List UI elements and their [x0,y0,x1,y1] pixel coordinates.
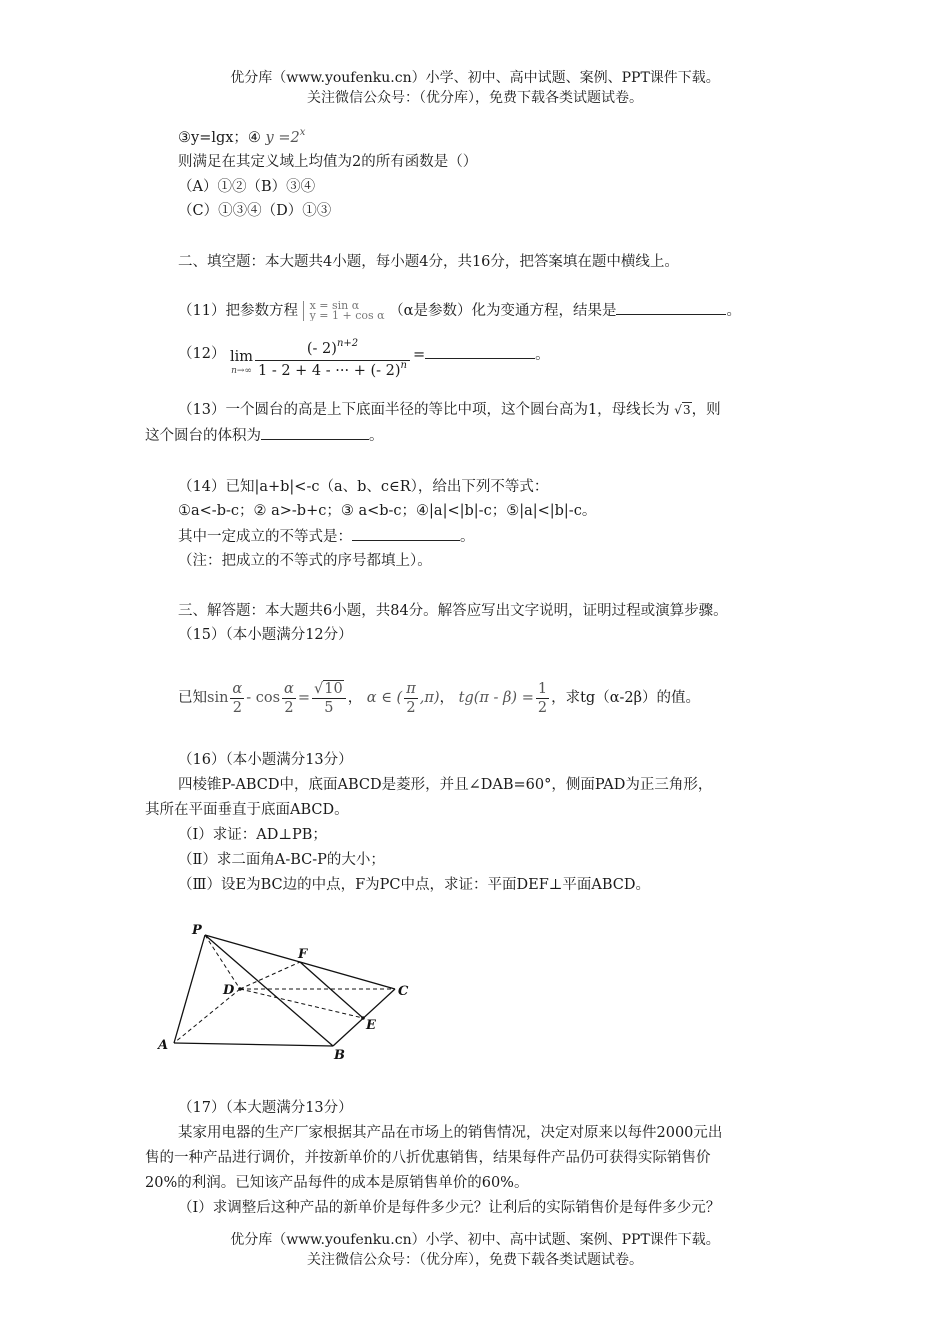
pyramid-diagram [150,915,420,1065]
q13-sqrt: √3 [674,403,691,417]
label-C: C [398,984,409,999]
q13-line1 [178,400,721,420]
q16-part2: （Ⅱ）求二面角A-BC-P的大小； [178,852,385,868]
q13-line2 [145,425,384,446]
q12-den-text: 1 - 2 + 4 - ··· + (- 2) [258,363,401,379]
q15-sqrt10-value: 10 [324,680,343,697]
label-F: F [298,947,308,962]
q15-two4: 2 [537,699,548,716]
q15-header: （15）（本小题满分12分） [178,627,353,643]
q11-param-equations [303,301,385,321]
edge-PA [174,935,205,1043]
q15-one: 1 [537,680,548,697]
label-P: P [192,923,202,938]
q12-denominator [255,361,410,383]
q14-line1: （14）已知|a+b|<-c（a、b、c∈R），给出下列不等式： [178,479,549,495]
q11-end: 。 [726,303,741,319]
q15-comma1: ， [347,690,363,706]
q15-two2: 2 [284,699,294,716]
q12-label: （12） [178,346,226,362]
q16-part3: （Ⅲ）设E为BC边的中点，F为PC中点，求证：平面DEF⊥平面ABCD。 [178,877,651,893]
q10-options-cd: （C）①③④（D）①③ [178,203,332,219]
q12-fraction [255,340,410,383]
edge-DE [240,989,363,1018]
q15-alpha2: α [284,680,294,697]
q15-frac-sqrt10 [312,680,346,717]
q11-suffix: （α是参数）化为变通方程，结果是 [389,303,617,319]
q15-eq: = [297,690,310,706]
q15-frac-alpha1 [230,680,244,717]
q14-line3-end: 。 [460,529,475,545]
q12-num-text: (- 2) [306,341,337,357]
q12-den-exp: n [400,360,407,371]
q11 [178,300,741,321]
q14-line2: ①a<-b-c；② a>-b+c；③ a<b-c；④|a|<|b|-c；⑤|a|<|b|-c。 [178,503,597,519]
q14-line3-text: 其中一定成立的不等式是： [178,529,352,545]
q15-frac-alpha2 [282,680,296,717]
q10-functions [178,128,305,150]
q16-header: （16）（本小题满分13分） [178,752,353,768]
section-3-title: 三、解答题：本大题共6小题，共84分。解答应写出文字说明，证明过程或演算步骤。 [178,603,728,619]
q10-options-ab: （A）①②（B）③④ [178,179,316,195]
q12-answer-blank [425,344,535,359]
q15-formula [178,676,700,720]
q17-part1: （I）求调整后这种产品的新单价是每件多少元？让利后的实际销售价是每件多少元？ [178,1200,721,1216]
q11-prefix: （11）把参数方程 [178,303,298,319]
q12-num-exp: n+2 [336,338,359,349]
q13-line2-text: 这个圆台的体积为 [145,428,261,444]
q15-interval-end: ,π) [419,690,440,706]
section-2-title: 二、填空题：本大题共4小题，每小题4分，共16分，把答案填在题中横线上。 [178,254,679,270]
q13-text-b: ，则 [691,402,721,418]
q13-text-a: （13）一个圆台的高是上下底面半径的等比中项，这个圆台高为1，母线长为 [178,402,670,418]
q11-eq-top: x = sin α [309,301,360,312]
label-E: E [366,1018,376,1033]
q15-cos: - cos [246,690,281,706]
q17-line1: 某家用电器的生产厂家根据其产品在市场上的销售情况，决定对原来以每件2000元出 [178,1125,723,1141]
q10-func4: y =2 [265,130,300,146]
point-D [238,987,242,991]
q11-answer-blank [616,300,726,315]
edge-AB [174,1043,333,1046]
q12-lim [230,350,253,378]
q16-part1: （I）求证：AD⊥PB； [178,827,327,843]
q15-alpha-in: α ∈ ( [366,690,403,706]
q15-sqrt10: √10 [312,680,346,699]
page-footer-line1: 优分库（www.youfenku.cn）小学、初中、高中试题、案例、PPT课件下载。 [230,1232,720,1248]
q12-end: 。 [535,347,550,363]
q15-two3: 2 [406,699,416,716]
q10-func4-exp: x [299,127,306,138]
q14-answer-blank [352,526,460,541]
q13-answer-blank [261,425,369,440]
q10-question: 则满足在其定义域上均值为2的所有函数是（） [178,154,478,170]
label-D: D [223,983,235,998]
q13-end: 。 [369,428,384,444]
point-E [361,1016,365,1020]
edge-DF [240,962,300,989]
q11-eq-bottom: y = 1 + cos α [309,309,385,321]
page-footer-line2: 关注微信公众号：（优分库），免费下载各类试题试卷。 [307,1252,643,1268]
q15-pi: π [406,680,416,697]
q15-five: 5 [324,699,334,716]
q12-lim-sub: n→∞ [231,366,252,376]
q15-tg: tg(π - β) = [458,690,534,706]
q15-sin: sin [207,690,229,706]
q15-alpha1: α [232,680,243,697]
page-header-line2: 关注微信公众号：（优分库），免费下载各类试题试卷。 [307,90,643,106]
page-header-line1: 优分库（www.youfenku.cn）小学、初中、高中试题、案例、PPT课件下载。 [230,70,720,86]
q12-lim-text: lim [230,349,254,365]
q16-line1: 四棱锥P-ABCD中，底面ABCD是菱形，并且∠DAB=60°，侧面PAD为正三角形， [178,777,713,793]
q15-prefix: 已知 [178,690,207,706]
q17-line3: 20%的利润。已知该产品每件的成本是原销售单价的60%。 [145,1175,529,1191]
label-B: B [334,1048,345,1063]
q12-numerator [255,340,410,361]
q15-tail: ，求tg（α-2β）的值。 [551,690,701,706]
q14-note: （注：把成立的不等式的序号都填上）。 [178,553,432,569]
q12-answer [413,344,550,365]
q17-line2: 售的一种产品进行调价，并按新单价的八折优惠销售，结果每件产品仍可获得实际销售价 [145,1150,711,1166]
q15-two1: 2 [232,699,242,716]
q12-equals: = [413,347,426,363]
q15-comma2: ， [439,690,455,706]
label-A: A [158,1038,169,1053]
q13-sqrt-value: 3 [682,403,691,417]
q14-line3 [178,526,475,547]
q15-frac-pi [404,680,418,717]
q17-header: （17）（本大题满分13分） [178,1100,353,1116]
q15-frac-half [536,680,549,717]
q16-line2: 其所在平面垂直于底面ABCD。 [145,802,349,818]
q10-funcs-text: ③y=lgx；④ [178,130,261,146]
